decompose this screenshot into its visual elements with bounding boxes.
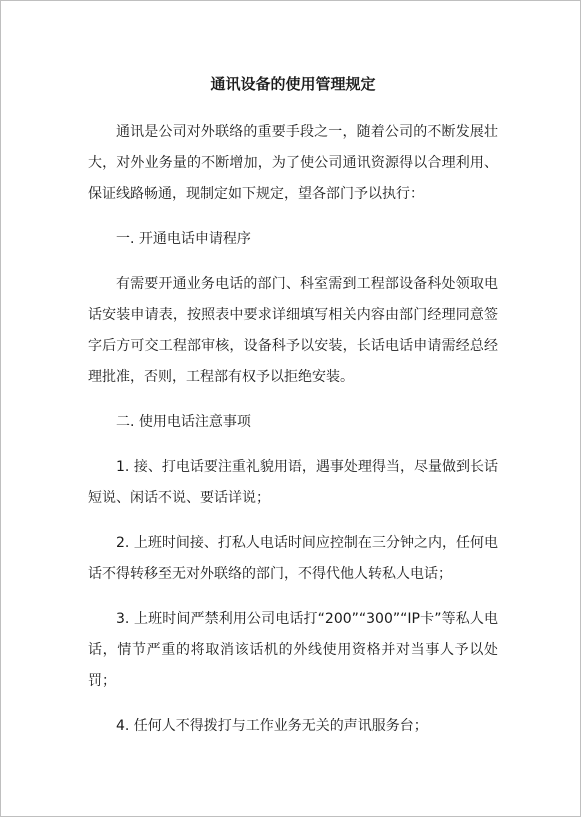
document-title: 通讯设备的使用管理规定: [210, 75, 376, 93]
intro-paragraph: 通讯是公司对外联络的重要手段之一，随着公司的不断发展壮大，对外业务量的不断增加，为了使公司通讯资源得以合理利用、保证线路畅通，现制定如下规定，望各部门予以执行：: [88, 124, 498, 202]
section-2-item-1: 1. 接、打电话要注重礼貌用语，遇事处理得当，尽量做到长话短说、闲话不说、要话详说；: [88, 459, 498, 506]
section-1-body: 有需要开通业务电话的部门、科室需到工程部设备科处领取电话安装申请表，按照表中要求详细填写相关内容由部门经理同意签字后方可交工程部审核，设备科予以安装，长话电话申请需经总经理批准，否则，工程部有权予以拒绝安装。: [88, 276, 498, 385]
section-1-heading: 一. 开通电话申请程序: [116, 231, 251, 247]
section-2-heading: 二. 使用电话注意事项: [116, 414, 251, 430]
section-2-item-3: 3. 上班时间严禁利用公司电话打“200”“300”“IP卡”等私人电话，情节严重的将取消该话机的外线使用资格并对当事人予以处罚；: [88, 611, 498, 689]
document-content: [88, 73, 498, 756]
section-2-item-4: 4. 任何人不得拨打与工作业务无关的声讯服务台；: [116, 718, 428, 734]
section-2-item-2: 2. 上班时间接、打私人电话时间应控制在三分钟之内，任何电话不得转移至无对外联络的部门，不得代他人转私人电话；: [88, 535, 498, 582]
